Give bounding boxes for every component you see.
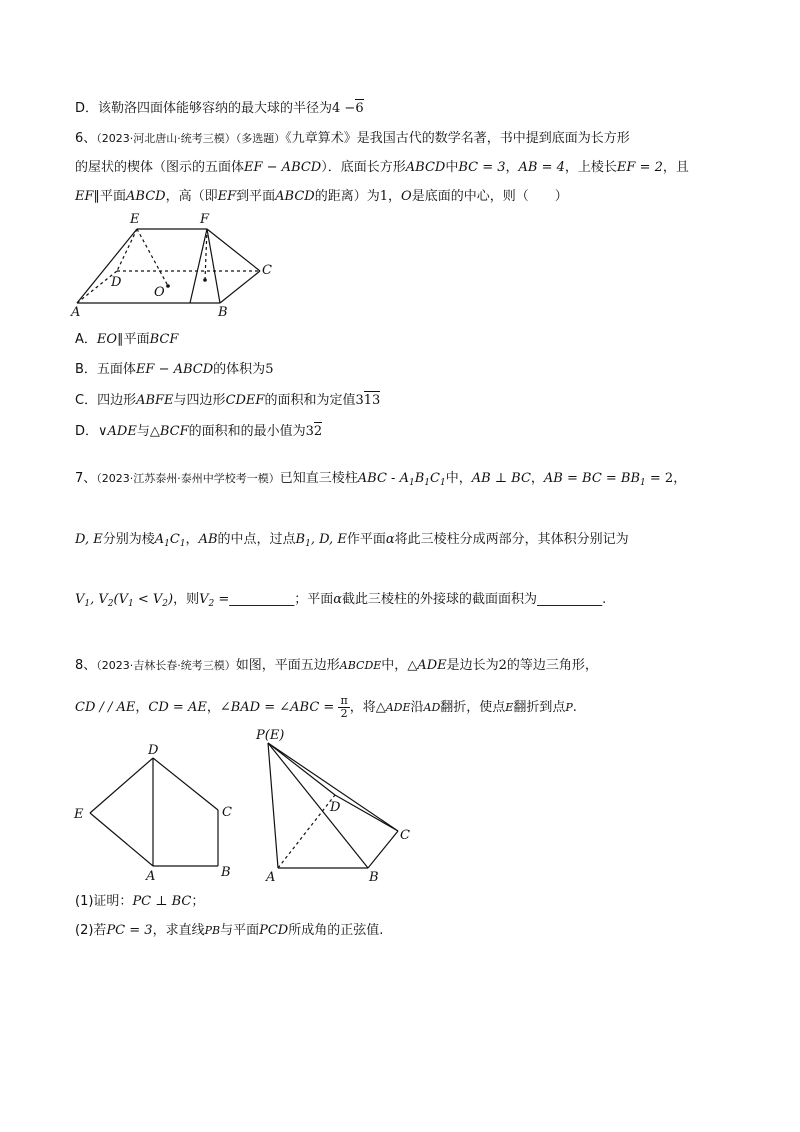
edge-DC: [153, 758, 218, 810]
q7-line3: [75, 591, 606, 613]
text: 分别为棱: [102, 532, 155, 547]
text: ，: [388, 189, 402, 204]
text: 已知直三棱柱: [279, 471, 358, 486]
prev-option-d: [75, 100, 364, 118]
option-label: A．: [75, 332, 97, 347]
math: C: [169, 532, 180, 547]
math-radical: 13: [363, 393, 381, 408]
text: .: [602, 592, 607, 607]
math-sub: 2: [208, 599, 215, 609]
text: 与四边形: [173, 393, 226, 408]
label-A: A: [146, 869, 156, 884]
edge-EO: [137, 229, 168, 286]
text: 的屋状的楔体（图示的五面体: [75, 160, 245, 175]
question-number: 6、: [75, 131, 97, 146]
edge-BC: [368, 831, 398, 868]
math: A: [154, 532, 165, 547]
text: 的等边三角形，: [506, 658, 598, 673]
math-radical: 2: [313, 424, 323, 439]
math-sub: 2: [162, 599, 168, 609]
math: 5: [265, 362, 274, 377]
q7-line2: [75, 531, 629, 553]
text: 若: [93, 923, 107, 938]
math: CD / / AE: [75, 700, 136, 715]
math: EF = 2: [616, 160, 663, 175]
text: 证明：: [93, 894, 133, 909]
edge-BC: [220, 271, 260, 303]
label-D: D: [330, 800, 341, 815]
edge-PD: [268, 743, 335, 795]
q6-option-c: [75, 392, 380, 410]
question-source: （2023·吉林长春·统考三模）: [96, 659, 236, 672]
text: 如图，平面五边形: [235, 658, 340, 673]
q7-line1: [75, 470, 686, 492]
text: 到平面: [236, 189, 276, 204]
math-sub: 1: [640, 478, 646, 488]
math: 3: [355, 393, 364, 408]
text: ；平面: [294, 592, 334, 607]
math: CDEF: [225, 393, 265, 408]
math: E: [505, 701, 514, 714]
text: 截此三棱柱的外接球的截面面积为: [342, 592, 538, 607]
math: EF − ABCD: [244, 160, 322, 175]
q8-folded-figure: [250, 725, 420, 885]
math: EO: [96, 332, 118, 347]
math: ABCD: [126, 189, 166, 204]
option-text: 该勒洛四面体能够容纳的最大球的半径为: [98, 101, 333, 116]
text: 五面体: [96, 362, 136, 377]
q8-line1: [75, 657, 598, 675]
math: AD: [423, 701, 441, 714]
text: ∥平面: [93, 189, 127, 204]
math: B: [414, 471, 425, 486]
text: 沿: [410, 700, 424, 715]
edge-AD: [278, 795, 335, 868]
math: PC = 3: [106, 923, 153, 938]
label-C: C: [400, 828, 410, 843]
math: 2: [498, 658, 507, 673]
text: 翻折到点: [513, 700, 566, 715]
label-A: A: [71, 305, 81, 320]
text: ∥平面: [117, 332, 150, 347]
edge-PC: [268, 743, 398, 831]
text: ，则: [173, 592, 200, 607]
q6-option-a: [75, 331, 178, 349]
math: V: [199, 592, 209, 607]
answer-blank-1[interactable]: __________: [229, 592, 295, 607]
edge-PA: [268, 743, 278, 868]
answer-blank-2[interactable]: __________: [537, 592, 603, 607]
math: △ADE: [407, 658, 447, 673]
math-sub: 1: [305, 539, 311, 549]
text: 中: [445, 160, 459, 175]
label-B: B: [218, 305, 228, 320]
edge-F-ab: [190, 229, 207, 303]
math: 1: [379, 189, 388, 204]
math: V: [75, 592, 85, 607]
label-B: B: [221, 865, 231, 880]
math: α: [385, 532, 395, 547]
math-sub: 1: [439, 478, 446, 488]
math: PC ⊥ BC: [132, 894, 192, 909]
text: 的体积为: [213, 362, 266, 377]
text: 所成角的正弦值.: [288, 923, 384, 938]
text: ，且: [662, 160, 689, 175]
math: , D, E: [310, 532, 347, 547]
math: ABFE: [136, 393, 174, 408]
q6-line2: [75, 159, 689, 177]
math-value: 4 −: [332, 101, 356, 116]
point-O: [166, 284, 170, 288]
q8-pentagon-figure: [70, 740, 250, 885]
q8-line2: [75, 695, 577, 720]
question-text: 《九章算术》是我国古代的数学名著，书中提到底面为长方形: [285, 131, 630, 146]
question-number: 7、: [75, 471, 97, 486]
text: ，将△: [349, 700, 386, 715]
math: 3: [305, 424, 314, 439]
math: ABCD: [275, 189, 315, 204]
text: 的中点，过点: [217, 532, 296, 547]
text: ，: [135, 700, 149, 715]
label-D: D: [111, 275, 122, 290]
option-label: D．: [75, 424, 99, 439]
math: ∠BAD = ∠ABC =: [219, 700, 335, 715]
text: 的距离）为: [314, 189, 380, 204]
math: , V: [90, 592, 108, 607]
part-label: (1): [75, 894, 94, 909]
q6-option-b: [75, 361, 273, 379]
math: △BCF: [149, 424, 189, 439]
math: ABCDE: [339, 659, 382, 672]
math: ADE: [385, 701, 411, 714]
math: ABC - A: [357, 471, 409, 486]
option-label: C．: [75, 393, 98, 408]
math: BC = 3: [458, 160, 506, 175]
edge-DE: [90, 758, 153, 813]
text: 将此三棱柱分成两部分，其体积分别记为: [394, 532, 629, 547]
math: EF: [75, 189, 94, 204]
math-sub: 1: [84, 599, 91, 609]
math: BCF: [149, 332, 179, 347]
text: 中，: [381, 658, 408, 673]
edge-DC: [335, 795, 398, 831]
math: AB = 4: [518, 160, 565, 175]
math: ∨ADE: [98, 424, 137, 439]
option-label: D．: [75, 101, 99, 116]
label-F: F: [200, 212, 210, 227]
fraction-pi-over-2: [338, 695, 349, 720]
math-sub: 2: [107, 599, 114, 609]
math-sub: 1: [127, 599, 134, 609]
math: AB = BC = BB: [543, 471, 641, 486]
text: 作平面: [346, 532, 386, 547]
frac-num: π: [340, 694, 348, 707]
q6-line3: [75, 188, 568, 206]
math: ): [168, 592, 174, 607]
math: PB: [204, 924, 221, 937]
text: ，: [505, 160, 519, 175]
math: O: [401, 189, 412, 204]
question-type: （多选题）: [235, 132, 286, 145]
text: ，: [530, 471, 544, 486]
math-radical: 6: [355, 101, 364, 116]
text: 是边长为: [446, 658, 499, 673]
math: =: [214, 592, 230, 607]
math-sub: 1: [179, 539, 186, 549]
text: ，上棱长: [564, 160, 617, 175]
edge-BF: [207, 229, 220, 303]
text: 与平面: [220, 923, 260, 938]
math: PCD: [259, 923, 289, 938]
label-P: P(E): [256, 728, 285, 743]
math: P: [565, 701, 573, 714]
text: 中，: [445, 471, 472, 486]
q6-line1: [75, 130, 630, 148]
math: AB ⊥ BC: [471, 471, 531, 486]
frac-den: 2: [340, 707, 348, 720]
question-source: （2023·江苏泰州·泰州中学校考一模）: [96, 472, 280, 485]
math: EF − ABCD: [135, 362, 214, 377]
option-label: B．: [75, 362, 97, 377]
math: α: [333, 592, 343, 607]
text: ，: [673, 471, 687, 486]
math-sub: 1: [408, 478, 415, 488]
math: AB: [198, 532, 218, 547]
text: 是底面的中心，则（ ）: [411, 189, 568, 204]
label-B: B: [369, 870, 379, 885]
label-C: C: [222, 805, 232, 820]
text: 的面积和为定值: [264, 393, 356, 408]
part-label: (2): [75, 923, 94, 938]
q6-wedge-figure: [60, 208, 290, 320]
text: 的面积和的最小值为: [188, 424, 306, 439]
math-sub: 1: [424, 478, 431, 488]
q8-part2: [75, 922, 383, 940]
math: = 2: [645, 471, 674, 486]
math: C: [430, 471, 440, 486]
point-foot: [203, 278, 207, 282]
question-source: （2023·河北唐山·统考三模）: [96, 132, 236, 145]
math: ABCD: [405, 160, 446, 175]
text: ，高（即: [165, 189, 218, 204]
text: ，: [206, 700, 220, 715]
math: D, E: [75, 532, 103, 547]
math: B: [295, 532, 306, 547]
question-number: 8、: [75, 658, 97, 673]
q6-option-d: [75, 423, 322, 441]
math: (V: [113, 592, 128, 607]
label-D: D: [148, 743, 159, 758]
label-E: E: [74, 807, 84, 822]
math: CD = AE: [148, 700, 207, 715]
edge-FC: [207, 229, 260, 271]
text: ）．底面长方形: [321, 160, 406, 175]
math: < V: [133, 592, 163, 607]
text: 翻折，使点: [440, 700, 506, 715]
label-O: O: [154, 285, 165, 300]
text: 与: [136, 424, 150, 439]
edge-EA: [90, 813, 153, 866]
label-A: A: [266, 870, 276, 885]
edge-AE: [77, 229, 137, 303]
text: ，求直线: [152, 923, 205, 938]
math-sub: 1: [164, 539, 170, 549]
text: .: [572, 700, 577, 715]
text: 四边形: [97, 393, 137, 408]
label-C: C: [262, 263, 272, 278]
text: ，: [185, 532, 199, 547]
q8-part1: [75, 893, 204, 911]
text: ；: [191, 894, 205, 909]
math: EF: [217, 189, 237, 204]
label-E: E: [130, 212, 140, 227]
